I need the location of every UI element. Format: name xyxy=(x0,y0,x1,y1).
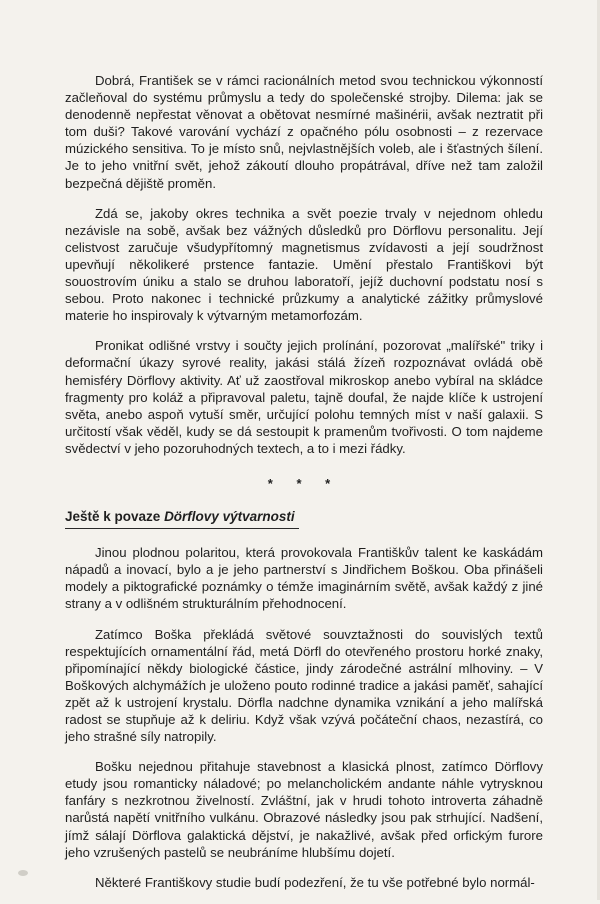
paragraph-2: Zdá se, jakoby okres technika a svět poezie trvaly v nejednom ohledu nezávisle na sobě, avšak bez vážných důsledků pro Dörflovu personalitu. Její celistvost zaručuje všudypřítomný magnetismus zvídavosti a její soudržnost upevňují několikeré prstence fantazie. Umění přestalo Františkovi být souostrovím úniku a stalo se druhou laboratoří, jejíž duchovní podstatu nosí s sebou. Proto nakonec i technické průzkumy a analytické zážitky průmyslové materie ho inspirovaly k výtvarným metamorfozám. xyxy=(65,205,543,324)
heading-italic-part: Dörflovy výtvarnosti xyxy=(164,509,295,525)
paragraph-4: Jinou plodnou polaritou, která provokovala Františkův talent ke kaskádám nápadů a inovací, bylo a je jeho partnerství s Jindřichem Boškou. Oba přinášeli modely a piktografické poznámky o témže imaginárním světě, avšak každý z jiné strany a v odlišném strukturálním přehodnocení. xyxy=(65,545,543,612)
section-heading xyxy=(65,508,543,529)
heading-regular-part: Ještě k povaze xyxy=(65,509,165,525)
paragraph-5: Zatímco Boška překládá světové souvztažnosti do souvislých textů respektujících ornamentální řád, metá Dörfl do otevřeného prostoru horké znaky, připomínající někdy biologické částice, jindy zárodečné astrální mlhoviny. – V Boškových alchymážích je uloženo pouto rodinné tradice a jakási paměť, sahající zpět až k ustrojení krystalu. Dörfla nadchne dynamika vznikání a jeho malířská radost se stupňuje až k deliriu. Když však vzývá počáteční chaos, nezastírá, co jeho strašné síly natropily. xyxy=(65,626,543,745)
paragraph-1: Dobrá, František se v rámci racionálních metod svou technickou výkonností začleňoval do systému průmyslu a tedy do společenské strojby. Dilema: jak se denodenně nepřestat věnovat a obětovat nesmírné mašinérii, avšak neztratit při tom duši? Takové varování vychází z opačného pólu osobnosti – z rezervace múzického sensitiva. To je místo snů, nejvlastnějších voleb, ale i šťastných šílení. Je to jeho vnitřní svět, jehož zákoutí dlouho propátrával, dříve než tam založil bezpečná dějiště proměn. xyxy=(65,73,543,191)
section-separator: * * * xyxy=(267,475,341,491)
paragraph-3: Pronikat odlišné vrstvy i součty jejich prolínání, pozorovat „malířské" triky i deformační úkazy syrové reality, jakási stálá žízeň rozpoznávat ovládá obě hemisféry Dörflovy aktivity. Ať už zaostřoval mikroskop anebo vybíral na skládce fragmenty pro koláž a připravoval paletu, tajně doufal, že najde klíče k ustrojení světa, anebo aspoň vytuší směr, určující polohu temných míst v naší galaxii. S určitostí však věděl, kudy se dá sestoupit k pramenům tvořivosti. O tom najdeme svědectví v jeho pozoruhodných textech, a to i mezi řádky. xyxy=(65,338,543,456)
paragraph-6: Bošku nejednou přitahuje stavebnost a klasická plnost, zatímco Dörflovy etudy jsou romanticky náladové; po melancholickém andante náhle vytrysknou fanfáry s nezkrotnou živelností. Zvláštní, jak v hrudi tohoto introverta záhadně narůstá napětí vnitřního vulkánu. Obrazové následky jsou pak strhující. Nadšení, jímž sálají Dörflova galaktická dějství, je nakažlivé, avšak před orfickým furore jeho vzrušených pastelů se neubráníme hlubšímu dojetí. xyxy=(65,759,543,860)
heading-underline xyxy=(65,528,299,529)
scan-mark xyxy=(18,870,28,876)
paragraph-7: Některé Františkovy studie budí podezření, že tu vše potřebné bylo normál- xyxy=(95,874,535,890)
document-page xyxy=(65,72,543,904)
